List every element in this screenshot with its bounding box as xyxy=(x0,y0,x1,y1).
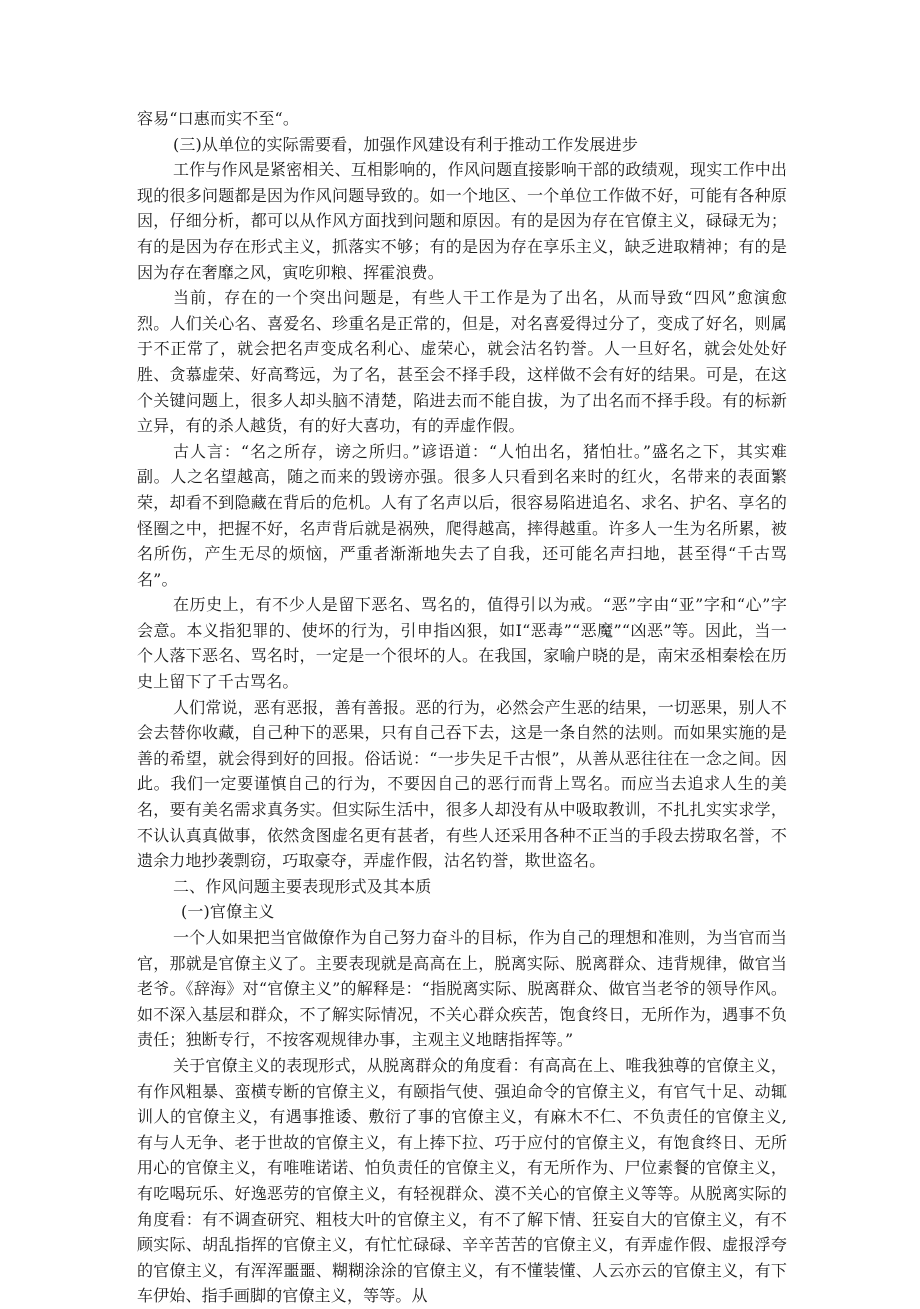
paragraph-bureaucracy-forms: 关于官僚主义的表现形式，从脱离群众的角度看：有高高在上、唯我独尊的官僚主义，有作风粗暴、蛮横专断的官僚主义，有颐指气使、强迫命令的官僚主义，有官气十足、动辄训人的官僚主义，有遇事推诿、敷衍了事的官僚主义，有麻木不仁、不负责任的官僚主义,有与人无争、老于世故的官僚主义，有上捧下拉、巧于应付的官僚主义，有饱食终日、无所用心的官僚主义，有唯唯诺诺、怕负责任的官僚主义，有无所作为、尸位素餐的官僚主义，有吃喝玩乐、好逸恶劳的官僚主义，有轻视群众、漠不关心的官僚主义等等。从脱离实际的角度看：有不调查研究、粗枝大叶的官僚主义，有不了解下情、狂妄自大的官僚主义，有不顾实际、胡乱指挥的官僚主义，有忙忙碌碌、辛辛苦苦的官僚主义，有弄虚作假、虚报浮夸的官僚主义，有浑浑噩噩、糊糊涂涂的官僚主义，有不懂装懂、人云亦云的官僚主义，有下车伊始、指手画脚的官僚主义，等等。从 xyxy=(137,1055,787,1306)
paragraph-continuation: 容易“口惠而实不至“。 xyxy=(137,109,300,128)
paragraph-fame-problem: 当前，存在的一个突出问题是，有些人干工作是为了出名，从而导致“四风”愈演愈烈。人们关心名、喜爱名、珍重名是正常的，但是，对名喜爱得过分了，变成了好名，则属于不正常了，就会把名声变成名利心、虚荣心，就会沽名钓誉。人一旦好名，就会处处好胜、贪慕虚荣、好高骛远，为了名，甚至会不择手段，这样做不会有好的结果。可是，在这个关键问题上，很多人却头脑不清楚，陷进去而不能自拔，为了出名而不择手段。有的标新立异，有的杀人越货，有的好大喜功，有的弄虚作假。 xyxy=(137,288,787,436)
paragraph-history-infamy: 在历史上，有不少人是留下恶名、骂名的，值得引以为戒。“恶”字由“亚”字和“心”字会意。本义指犯罪的、使坏的行为，引申指凶狠，如I“恶毒”“恶魔”“凶恶”等。因此，当一个人落下恶名、骂名时，一定是一个很坏的人。在我国，家喻户晓的是，南宋丞相秦桧在历史上留下了千古骂名。 xyxy=(137,595,787,692)
section-heading-3: (三)从单位的实际需要看，加强作风建设有利于推动工作发展进步 xyxy=(173,134,638,154)
chapter-heading-2: 二、作风问题主要表现形式及其本质 xyxy=(173,876,432,896)
paragraph-ancient-saying: 古人言：“名之所存，谤之所归。”谚语道：“人怕出名，猪怕壮。”盛名之下，其实难副。人之名望越高，随之而来的毁谤亦强。很多人只看到名来时的红火，名带来的表面繁荣，却看不到隐藏在背后的危机。人有了名声以后，很容易陷进追名、求名、护名、享名的怪圈之中，把握不好，名声背后就是祸殃，爬得越高，摔得越重。许多人一生为名所累，被名所伤，产生无尽的烦恼，严重者渐渐地失去了自我，还可能名声扫地，甚至得“千古骂名”。 xyxy=(137,441,787,589)
document-page xyxy=(137,106,787,1309)
paragraph-bureaucracy-definition: 一个人如果把当官做僚作为自己努力奋斗的目标，作为自己的理想和准则，为当官而当官，那就是官僚主义了。主要表现就是高高在上，脱离实际、脱离群众、违背规律，做官当老爷。《辞海》对“官僚主义”的解释是：“指脱离实际、脱离群众、做官当老爷的领导作风。如不深入基层和群众，不了解实际情况，不关心群众疾苦，饱食终日，无所作为，遇事不负责任；独断专行，不按客观规律办事，主观主义地瞎指挥等。” xyxy=(137,928,787,1050)
section-heading-bureaucracy: (一)官僚主义 xyxy=(181,902,275,922)
paragraph-good-and-evil: 人们常说，恶有恶报，善有善报。恶的行为，必然会产生恶的结果，一切恶果，别人不会去替你收藏，自己种下的恶果，只有自己吞下去，这是一条自然的法则。而如果实施的是善的希望，就会得到好的回报。俗话说：“一步失足千古恨”，从善从恶往往在一念之间。因此。我们一定要谨慎自己的行为，不要因自己的恶行而背上骂名。而应当去追求人生的美名，要有美名需求真务实。但实际生活中，很多人却没有从中吸取教训，不扎扎实实求学，不认认真真做事，依然贪图虚名更有甚者，有些人还采用各种不正当的手段去捞取名誉，不遗余力地抄袭剽窃，巧取豪夺，弄虚作假，沽名钓誉，欺世盗名。 xyxy=(137,697,787,871)
paragraph-work-and-style: 工作与作风是紧密相关、互相影响的，作风问题直接影响干部的政绩观，现实工作中出现的很多问题都是因为作风问题导致的。如一个地区、一个单位工作做不好，可能有各种原因，仔细分析，都可以从作风方面找到问题和原因。有的是因为存在官僚主义，碌碌无为；有的是因为存在形式主义，抓落实不够；有的是因为存在享乐主义，缺乏进取精神；有的是因为存在奢靡之风，寅吃卯粮、挥霍浪费。 xyxy=(137,160,787,282)
